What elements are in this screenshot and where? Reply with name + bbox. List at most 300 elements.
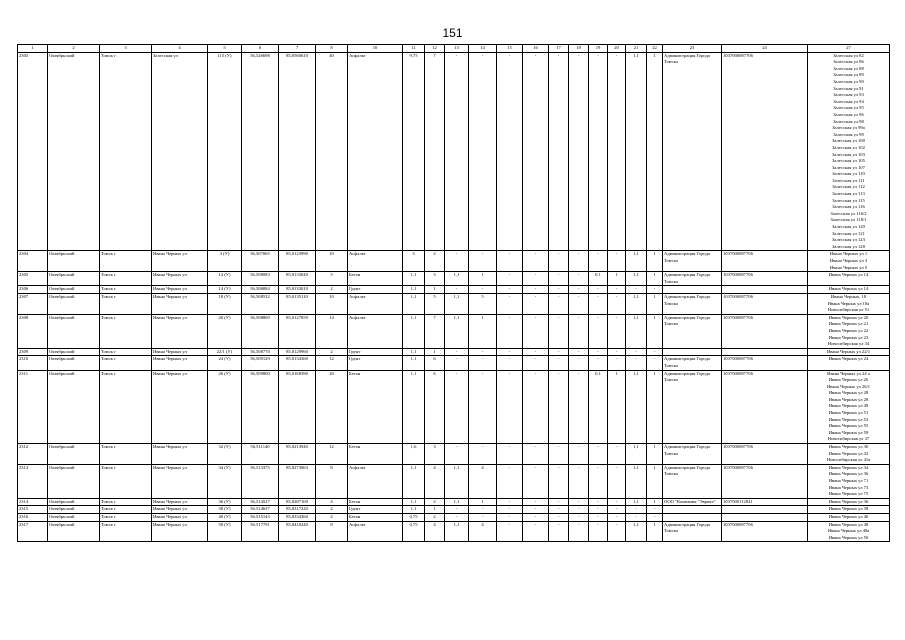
table-cell: 85,0410240 xyxy=(279,521,316,542)
table-cell: - xyxy=(608,444,626,465)
table-cell: - xyxy=(497,356,523,370)
address-list-cell xyxy=(808,293,890,314)
table-cell: 56,513375 xyxy=(242,464,279,498)
address-line: Ивана Черных ул 75 xyxy=(828,491,869,497)
table-cell: 1 xyxy=(647,444,663,465)
table-cell: 1 xyxy=(647,314,663,348)
column-header: 17 xyxy=(549,45,569,53)
table-cell: Асфальт xyxy=(348,251,403,272)
table-cell: 8 xyxy=(316,464,348,498)
table-cell: 3 (У) xyxy=(208,251,242,272)
table-cell: 1,1 xyxy=(403,464,425,498)
table-cell: - xyxy=(445,52,469,251)
column-header: 19 xyxy=(589,45,608,53)
table-cell: - xyxy=(549,444,569,465)
table-cell: 4 xyxy=(316,498,348,506)
table-cell: - xyxy=(589,348,608,356)
table-cell: - xyxy=(589,356,608,370)
table-cell: 1037000087706 xyxy=(722,444,808,465)
table-cell: 4 xyxy=(469,464,497,498)
column-header-row xyxy=(18,45,890,53)
table-cell: 1 xyxy=(647,464,663,498)
table-cell: 9,75 xyxy=(403,52,425,251)
address-line: Залесская ул 98 xyxy=(833,118,864,124)
table-cell: - xyxy=(469,370,497,444)
table-cell: - xyxy=(445,251,469,272)
table-cell: Бетон xyxy=(348,272,403,286)
table-cell: - xyxy=(497,348,523,356)
address-line: Ивана Черных ул 48 xyxy=(828,521,869,527)
address-line: Ивана Черных, 18 xyxy=(830,293,867,299)
table-cell: 1,1 xyxy=(626,293,647,314)
table-cell: - xyxy=(647,513,663,521)
table-cell: 3 xyxy=(425,272,445,286)
table-cell: 1 xyxy=(647,521,663,542)
table-cell: - xyxy=(589,444,608,465)
table-cell: - xyxy=(647,348,663,356)
address-line: Ивана Черных ул 34 xyxy=(828,464,869,470)
table-cell: 2 xyxy=(425,498,445,506)
table-row xyxy=(18,272,890,286)
table-cell: 1,1 xyxy=(445,293,469,314)
address-line: Ивана Черных ул 32 xyxy=(828,450,869,456)
table-cell: - xyxy=(469,52,497,251)
table-cell: 1 xyxy=(608,370,626,444)
table-cell xyxy=(722,286,808,294)
table-cell: - xyxy=(626,356,647,370)
column-header: 5 xyxy=(208,45,242,53)
table-cell: - xyxy=(589,498,608,506)
table-cell: Томск г xyxy=(100,251,152,272)
table-cell: Асфальт xyxy=(348,314,403,348)
table-cell: Ивана Черных ул xyxy=(152,272,208,286)
table-cell: - xyxy=(589,464,608,498)
table-cell: Октябрьский xyxy=(48,513,100,521)
table-cell: - xyxy=(523,286,549,294)
table-cell: - xyxy=(608,498,626,506)
table-cell: - xyxy=(549,370,569,444)
table-cell: Грунт xyxy=(348,286,403,294)
table-cell: 1,1 xyxy=(403,293,425,314)
table-cell: Октябрьский xyxy=(48,521,100,542)
table-cell: - xyxy=(608,513,626,521)
table-cell: - xyxy=(549,348,569,356)
table-cell: - xyxy=(523,272,549,286)
table-cell: 1037000087706 xyxy=(722,356,808,370)
table-row xyxy=(18,498,890,506)
table-cell: - xyxy=(497,286,523,294)
address-line: Залесская ул 110 xyxy=(832,171,865,177)
table-cell: Грунт xyxy=(348,348,403,356)
address-line: Новосибирская ул 34 xyxy=(827,341,870,347)
table-cell: ООО "Компания "Эврика" xyxy=(663,498,722,506)
table-cell: Октябрьский xyxy=(48,314,100,348)
table-cell: - xyxy=(569,356,589,370)
table-cell: Грунт xyxy=(348,356,403,370)
address-line: Ивана Черных ул 59 xyxy=(828,429,869,435)
table-cell: 14 xyxy=(316,314,348,348)
table-cell: - xyxy=(549,52,569,251)
table-cell: - xyxy=(569,314,589,348)
column-header: 1 xyxy=(18,45,48,53)
table-cell: 56,509129 xyxy=(242,356,279,370)
table-cell: - xyxy=(445,348,469,356)
table-cell: 20 xyxy=(316,370,348,444)
registry-body xyxy=(18,52,890,542)
table-cell: 1037000087706 xyxy=(722,370,808,444)
table-cell: 1 xyxy=(647,498,663,506)
table-cell: 4 xyxy=(316,513,348,521)
table-cell: 1 xyxy=(647,251,663,272)
table-cell: 1 xyxy=(425,286,445,294)
address-line: Залесская ул 100 xyxy=(832,138,865,144)
address-list-cell xyxy=(808,348,890,356)
table-cell: 1 xyxy=(469,498,497,506)
table-cell: Бетон xyxy=(348,370,403,444)
table-cell: - xyxy=(647,506,663,514)
address-line: Ивана Черных ул 3 xyxy=(829,258,868,263)
table-cell: - xyxy=(497,521,523,542)
column-header: 21 xyxy=(626,45,647,53)
table-cell: 56,517791 xyxy=(242,521,279,542)
registry-table xyxy=(17,44,890,542)
column-header: 24 xyxy=(722,45,808,53)
table-cell: 1,1 xyxy=(403,314,425,348)
table-cell: Администрация Города Томска xyxy=(663,521,722,542)
table-cell: Ивана Черных ул xyxy=(152,498,208,506)
table-cell: Администрация Города Томска xyxy=(663,251,722,272)
table-cell: - xyxy=(608,286,626,294)
table-cell: - xyxy=(569,444,589,465)
table-cell: - xyxy=(608,464,626,498)
table-cell: Грунт xyxy=(348,506,403,514)
table-cell: 4 xyxy=(425,464,445,498)
table-cell: 1 xyxy=(469,272,497,286)
address-line: Залесская ул 90 xyxy=(833,78,864,84)
table-cell: 1,1 xyxy=(403,506,425,514)
table-cell: 1,1 xyxy=(445,521,469,542)
table-cell: - xyxy=(469,348,497,356)
address-list-cell xyxy=(808,444,890,465)
address-line: Залесская ул 116/2 xyxy=(830,210,867,216)
table-cell: 8 xyxy=(316,521,348,542)
address-line: Ивана Черных ул 55 xyxy=(828,423,869,429)
table-cell: 24 (У) xyxy=(208,356,242,370)
table-cell: - xyxy=(569,513,589,521)
table-row xyxy=(18,521,890,542)
table-cell: Октябрьский xyxy=(48,52,100,251)
address-line: Ивана Черных ул 18а xyxy=(827,300,870,306)
table-cell: - xyxy=(523,356,549,370)
table-cell: - xyxy=(589,513,608,521)
table-cell: Октябрьский xyxy=(48,498,100,506)
table-cell: 56,526698 xyxy=(242,52,279,251)
table-cell: 56,507065 xyxy=(242,251,279,272)
address-line: Залесская ул 103 xyxy=(832,151,865,157)
address-list-cell xyxy=(808,498,890,506)
table-cell: 1,1 xyxy=(445,272,469,286)
table-cell: - xyxy=(469,506,497,514)
table-cell: 20 (У) xyxy=(208,314,242,348)
table-cell: Асфальт xyxy=(348,464,403,498)
address-line: Ивана Черных ул 50 xyxy=(828,534,869,540)
address-list-cell xyxy=(808,314,890,348)
table-cell: 1,1 xyxy=(626,52,647,251)
page-number: 151 xyxy=(442,26,463,40)
table-cell: 0,1 xyxy=(589,370,608,444)
address-list-cell xyxy=(808,356,890,370)
table-cell: - xyxy=(626,513,647,521)
table-cell: 50 (У) xyxy=(208,521,242,542)
address-line: Залесская ул 115 xyxy=(832,197,865,203)
table-cell: - xyxy=(549,513,569,521)
table-cell: - xyxy=(523,251,549,272)
table-cell: Ивана Черных ул xyxy=(152,286,208,294)
table-cell: 40 (У) xyxy=(208,513,242,521)
table-cell: Администрация Города Томска xyxy=(663,464,722,498)
table-cell: 2303 xyxy=(18,52,48,251)
address-line: Ивана Черных ул 36 xyxy=(828,498,869,504)
address-line: Залесская ул 99а xyxy=(832,125,865,131)
table-cell: 1037000087706 xyxy=(722,314,808,348)
table-cell: 85,0168390 xyxy=(279,370,316,444)
table-cell: - xyxy=(497,52,523,251)
table-cell: Октябрьский xyxy=(48,464,100,498)
table-row xyxy=(18,348,890,356)
table-cell: 0,1 xyxy=(589,272,608,286)
table-cell: 1 xyxy=(647,293,663,314)
table-cell: 36 (У) xyxy=(208,498,242,506)
column-header: 15 xyxy=(497,45,523,53)
table-cell: 85,0317220 xyxy=(279,506,316,514)
address-line: Ивана Черных ул 24 xyxy=(828,356,869,362)
table-cell: - xyxy=(523,521,549,542)
table-cell: 1,1 xyxy=(403,370,425,444)
table-cell: 2 xyxy=(316,286,348,294)
table-row xyxy=(18,286,890,294)
address-list-cell xyxy=(808,464,890,498)
table-cell: Администрация Города Томска xyxy=(663,444,722,465)
table-cell: 1,1 xyxy=(445,464,469,498)
address-list-cell xyxy=(808,286,890,294)
table-cell: Бетон xyxy=(348,444,403,465)
column-header: 10 xyxy=(348,45,403,53)
table-cell: Томск г xyxy=(100,348,152,356)
table-cell: 5 xyxy=(316,272,348,286)
table-cell: - xyxy=(589,506,608,514)
table-cell: - xyxy=(497,513,523,521)
table-cell: 1 xyxy=(647,272,663,286)
table-cell: 1 xyxy=(647,52,663,251)
table-cell: 85,0133010 xyxy=(279,286,316,294)
table-cell: Октябрьский xyxy=(48,251,100,272)
table-cell: Томск г xyxy=(100,513,152,521)
table-cell: 3 xyxy=(425,444,445,465)
table-cell: - xyxy=(608,52,626,251)
table-cell: 1037000087706 xyxy=(722,52,808,251)
table-cell: - xyxy=(497,464,523,498)
table-cell: 12 xyxy=(316,444,348,465)
table-cell: Томск г xyxy=(100,521,152,542)
table-cell xyxy=(722,513,808,521)
table-cell: Залесская ул xyxy=(152,52,208,251)
table-cell: 1 xyxy=(425,348,445,356)
table-cell: 2304 xyxy=(18,251,48,272)
column-header: 6 xyxy=(242,45,279,53)
table-cell: 2314 xyxy=(18,498,48,506)
table-cell: 1 xyxy=(647,370,663,444)
address-line: Залесская ул 105 xyxy=(832,158,865,164)
table-cell: 1,1 xyxy=(403,272,425,286)
address-line: Залесская ул 82 xyxy=(833,52,864,58)
table-cell: - xyxy=(608,521,626,542)
table-cell: Томск г xyxy=(100,506,152,514)
table-cell: - xyxy=(569,464,589,498)
table-cell: 56,508532 xyxy=(242,293,279,314)
table-cell: - xyxy=(626,286,647,294)
table-cell: Бетон xyxy=(348,513,403,521)
table-cell: - xyxy=(469,513,497,521)
table-cell: - xyxy=(569,521,589,542)
table-cell: 2309 xyxy=(18,348,48,356)
table-cell: 2315 xyxy=(18,506,48,514)
address-line: Залесская ул 86 xyxy=(833,59,864,65)
address-line: Ивана Черных ул 40 xyxy=(828,513,869,519)
table-cell: Томск г xyxy=(100,370,152,444)
table-cell: 85,0127859 xyxy=(279,314,316,348)
table-cell: 7 xyxy=(425,52,445,251)
table-cell: - xyxy=(608,348,626,356)
table-cell: - xyxy=(569,370,589,444)
column-header: 11 xyxy=(403,45,425,53)
table-cell: - xyxy=(469,356,497,370)
address-line: Новосибирская ул 37 xyxy=(827,436,870,442)
column-header: 8 xyxy=(316,45,348,53)
table-cell: 7 xyxy=(425,314,445,348)
table-cell: - xyxy=(497,251,523,272)
table-cell: 1,1 xyxy=(626,314,647,348)
table-cell: - xyxy=(589,314,608,348)
address-line: Залесская ул 95 xyxy=(833,105,864,111)
table-row xyxy=(18,444,890,465)
table-cell: 22/1 (У) xyxy=(208,348,242,356)
table-cell: - xyxy=(497,370,523,444)
table-cell: 1,1 xyxy=(445,498,469,506)
address-line: Залесская ул 128 xyxy=(832,243,865,249)
address-line: Залесская ул 99 xyxy=(833,131,864,137)
address-line: Залесская ул 91 xyxy=(833,85,864,91)
table-cell: 12 xyxy=(316,356,348,370)
table-cell: - xyxy=(608,356,626,370)
address-line: Залесская ул 118/1 xyxy=(830,217,867,223)
table-cell: Томск г xyxy=(100,52,152,251)
table-cell: Ивана Черных ул xyxy=(152,251,208,272)
table-cell: Ивана Черных ул xyxy=(152,464,208,498)
address-list-cell xyxy=(808,506,890,514)
table-cell: - xyxy=(549,464,569,498)
table-cell xyxy=(663,286,722,294)
column-header: 18 xyxy=(569,45,589,53)
table-cell: - xyxy=(497,293,523,314)
column-header: 2 xyxy=(48,45,100,53)
table-cell: Томск г xyxy=(100,464,152,498)
table-cell: - xyxy=(549,293,569,314)
table-cell: Томск г xyxy=(100,293,152,314)
table-cell: Октябрьский xyxy=(48,286,100,294)
table-cell: - xyxy=(569,286,589,294)
table-cell: Асфальт xyxy=(348,521,403,542)
table-cell: 1,1 xyxy=(403,348,425,356)
table-cell: 1 xyxy=(469,314,497,348)
table-cell: - xyxy=(497,272,523,286)
table-cell: 56,514637 xyxy=(242,506,279,514)
table-cell: 1,1 xyxy=(403,356,425,370)
table-cell: 85,0273063 xyxy=(279,464,316,498)
table-cell: 85,0213940 xyxy=(279,444,316,465)
address-line: Залесская ул 102 xyxy=(832,144,865,150)
table-cell: 1037000087706 xyxy=(722,464,808,498)
table-cell: 32 (У) xyxy=(208,444,242,465)
table-cell: 4 xyxy=(469,521,497,542)
table-cell: - xyxy=(589,286,608,294)
table-cell: - xyxy=(626,348,647,356)
table-cell: - xyxy=(549,506,569,514)
table-cell: Администрация Города Томска xyxy=(663,356,722,370)
column-header: 27 xyxy=(808,45,890,53)
table-row xyxy=(18,52,890,251)
table-cell: 0,75 xyxy=(403,513,425,521)
table-cell: 34 (У) xyxy=(208,464,242,498)
table-cell: Октябрьский xyxy=(48,272,100,286)
table-cell xyxy=(663,348,722,356)
table-cell: 10 xyxy=(316,293,348,314)
table-cell: 6 xyxy=(425,356,445,370)
address-line: Ивана Черных ул 30 xyxy=(828,444,869,450)
address-line: Залесская ул 120 xyxy=(832,224,865,230)
table-cell: - xyxy=(549,356,569,370)
table-cell: 2316 xyxy=(18,513,48,521)
table-cell: 56,509800 xyxy=(242,370,279,444)
table-row xyxy=(18,464,890,498)
table-cell: 1037000087706 xyxy=(722,521,808,542)
table-cell: - xyxy=(549,272,569,286)
column-header: 7 xyxy=(279,45,316,53)
address-line: Ивана Черных ул 22/1 xyxy=(826,348,871,354)
table-cell: 2305 xyxy=(18,272,48,286)
address-line: Залесская ул 121 xyxy=(832,230,865,236)
address-line: Залесская ул 96 xyxy=(833,111,864,117)
table-cell: 85,0135110 xyxy=(279,293,316,314)
table-cell: Администрация Города Томска xyxy=(663,314,722,348)
table-cell: Бетон xyxy=(348,498,403,506)
address-line: Ивана Черных ул 49 xyxy=(828,403,869,409)
table-cell: - xyxy=(445,506,469,514)
table-cell: 1,1 xyxy=(626,498,647,506)
table-row xyxy=(18,506,890,514)
table-cell: - xyxy=(569,348,589,356)
table-cell: - xyxy=(523,348,549,356)
address-line: Ивана Черных ул 23 xyxy=(828,334,869,340)
table-cell: Томск г xyxy=(100,498,152,506)
column-header: 3 xyxy=(100,45,152,53)
table-cell: 4 xyxy=(425,521,445,542)
table-cell: - xyxy=(523,513,549,521)
table-cell: - xyxy=(608,314,626,348)
table-cell: 56,508084 xyxy=(242,286,279,294)
table-cell xyxy=(722,348,808,356)
address-line: Ивана Черных ул 73 xyxy=(828,484,869,490)
table-row xyxy=(18,293,890,314)
